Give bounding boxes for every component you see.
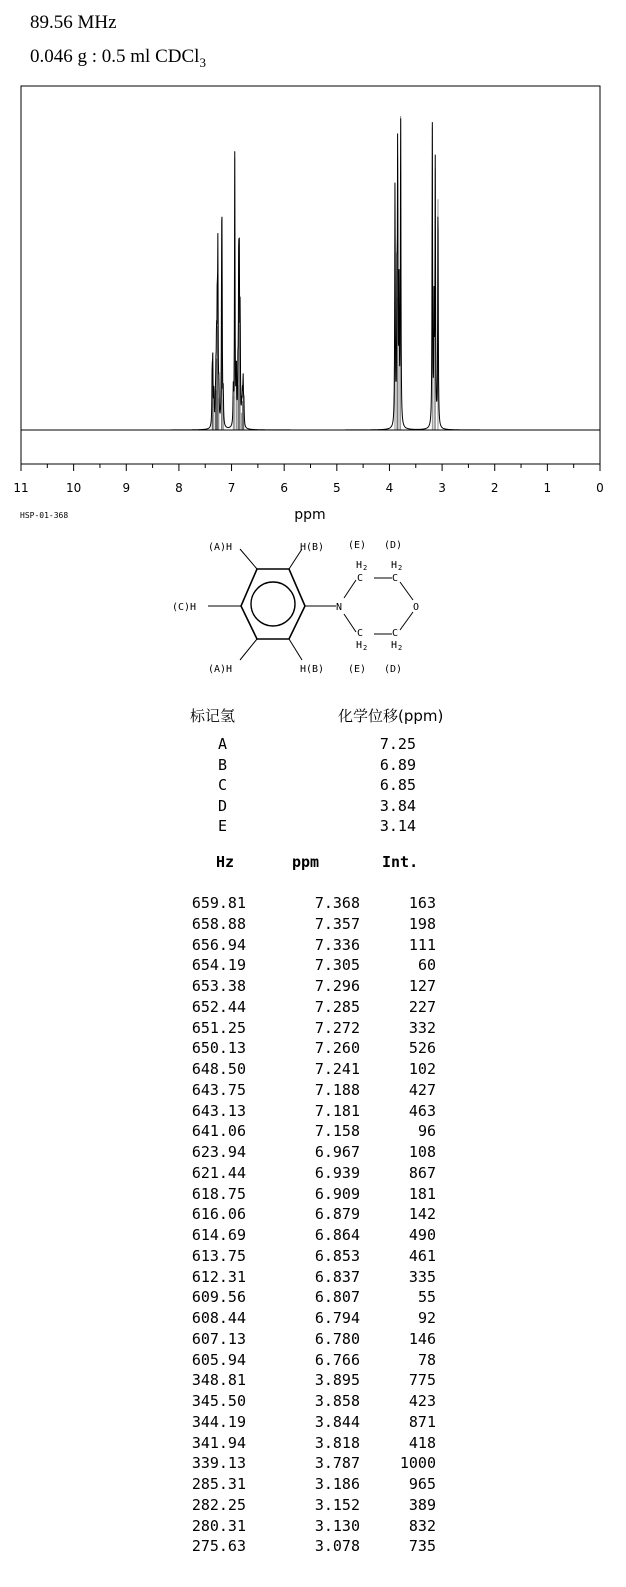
x-axis-label: ppm (294, 507, 326, 523)
peak-header-int: Int. (382, 853, 419, 871)
peak-row (0, 1537, 626, 1558)
label-b-bottom: H(B) (300, 664, 325, 675)
peak-int: 60 (417, 956, 436, 975)
peak-hz: 282.25 (191, 1495, 246, 1514)
peak-ppm: 3.130 (314, 1516, 360, 1535)
assignment-shift: 7.25 (379, 735, 416, 753)
label-d-bottom: (D) (384, 664, 403, 675)
peak-ppm: 7.188 (314, 1080, 360, 1099)
assignment-header-label: 标记氢 (190, 707, 236, 725)
peak-hz: 618.75 (191, 1184, 246, 1203)
ch2-d-bottom-c: C (392, 628, 399, 639)
peak-hz: 643.75 (191, 1080, 246, 1099)
peak-row (0, 1185, 626, 1206)
peak-row (0, 1351, 626, 1372)
label-e-bottom: (E) (348, 664, 367, 675)
peak-row (0, 1122, 626, 1143)
assignment-label: A (218, 735, 228, 753)
spectrometer-frequency: 89.56 MHz (30, 12, 117, 33)
peak-ppm: 7.296 (314, 977, 360, 995)
peak-int: 335 (408, 1267, 436, 1286)
peak-ppm: 6.794 (314, 1309, 360, 1327)
peak-row (0, 1143, 626, 1164)
peak-ppm: 6.807 (314, 1288, 360, 1307)
peak-ppm: 6.780 (314, 1329, 360, 1348)
x-axis (13, 464, 603, 495)
plot-frame (21, 86, 600, 464)
peak-hz: 616.06 (191, 1205, 246, 1224)
peak-marks (212, 116, 438, 430)
peak-row (0, 1247, 626, 1268)
peak-int: 423 (408, 1392, 436, 1410)
peak-ppm: 7.260 (314, 1039, 360, 1058)
peak-row (0, 1039, 626, 1060)
label-c: (C)H (172, 602, 197, 613)
peak-hz: 612.31 (191, 1267, 246, 1286)
assignment-shift: 3.14 (379, 817, 416, 835)
peak-hz: 658.88 (191, 914, 246, 933)
peak-hz: 341.94 (191, 1433, 246, 1452)
peak-row (0, 1019, 626, 1040)
label-b-top: H(B) (300, 542, 325, 553)
peak-int: 96 (417, 1122, 436, 1141)
sample-subscript: 3 (199, 54, 206, 70)
peak-row (0, 1454, 626, 1475)
peak-ppm: 3.186 (314, 1475, 360, 1493)
peak-row (0, 1205, 626, 1226)
peak-int: 163 (408, 894, 436, 912)
peak-int: 142 (408, 1205, 436, 1224)
peak-row (0, 1268, 626, 1289)
peak-row (0, 1081, 626, 1102)
nitrogen-atom: N (336, 602, 343, 613)
peak-int: 461 (408, 1246, 436, 1265)
assignment-label: C (218, 776, 228, 794)
sample-text: 0.046 g : 0.5 ml CDCl (30, 46, 200, 67)
peak-int: 735 (408, 1537, 436, 1556)
peak-ppm: 3.858 (314, 1392, 360, 1410)
peak-row (0, 1413, 626, 1434)
peak-row (0, 1475, 626, 1496)
peak-hz: 339.13 (191, 1454, 246, 1473)
peak-row (0, 977, 626, 998)
x-tick-label: 2 (490, 481, 499, 495)
x-tick-label: 5 (332, 481, 341, 495)
peak-hz: 623.94 (191, 1143, 246, 1161)
peak-hz: 614.69 (191, 1226, 246, 1244)
peak-ppm: 7.272 (314, 1018, 360, 1037)
peak-row (0, 894, 626, 915)
peak-hz: 653.38 (191, 977, 246, 995)
peak-row (0, 1434, 626, 1455)
peak-hz: 648.50 (191, 1060, 246, 1078)
ch2-e-top-sub: 2 (363, 564, 368, 572)
peak-hz: 285.31 (191, 1475, 246, 1493)
peak-ppm: 6.967 (314, 1143, 360, 1161)
x-tick-label: 1 (543, 481, 552, 495)
molecular-structure (160, 536, 450, 676)
ch2-e-bottom-c: C (357, 628, 364, 639)
peak-int: 871 (408, 1412, 436, 1431)
peak-ppm: 6.853 (314, 1246, 360, 1265)
x-tick-label: 9 (122, 481, 131, 495)
ch2-d-top-h: H (391, 560, 398, 571)
x-tick-label: 0 (596, 481, 604, 495)
peak-hz: 613.75 (191, 1246, 246, 1265)
peak-ppm: 3.895 (314, 1371, 360, 1390)
peak-int: 111 (408, 935, 436, 954)
peak-hz: 650.13 (191, 1039, 246, 1058)
assignment-shift: 6.85 (379, 776, 416, 794)
peak-header-ppm: ppm (292, 853, 320, 871)
peak-ppm: 6.909 (314, 1184, 360, 1203)
peak-ppm: 6.864 (314, 1226, 360, 1244)
peak-hz: 651.25 (191, 1018, 246, 1037)
peak-ppm: 7.181 (314, 1101, 360, 1120)
peak-int: 427 (408, 1080, 436, 1099)
x-tick-label: 3 (438, 481, 446, 495)
peak-int: 463 (408, 1101, 436, 1120)
peak-ppm: 7.158 (314, 1122, 360, 1141)
x-tick-label: 11 (13, 481, 29, 495)
peak-hz: 607.13 (191, 1329, 246, 1348)
assignment-shift: 6.89 (379, 755, 416, 774)
peak-ppm: 3.152 (314, 1495, 360, 1514)
peak-row (0, 1288, 626, 1309)
peak-hz: 348.81 (191, 1371, 246, 1390)
peak-ppm: 3.844 (314, 1412, 360, 1431)
peak-int: 418 (408, 1433, 436, 1452)
assignment-row (0, 797, 626, 818)
x-tick-label: 8 (175, 481, 183, 495)
peak-ppm: 3.787 (314, 1454, 360, 1473)
bonds (208, 549, 413, 660)
peak-ppm: 3.818 (314, 1433, 360, 1452)
peak-int: 146 (408, 1329, 436, 1348)
peak-hz: 275.63 (191, 1537, 246, 1556)
oxygen-atom: O (413, 602, 420, 613)
assignment-label: E (218, 817, 228, 835)
spectrum-trace (21, 118, 600, 430)
peak-int: 102 (408, 1060, 436, 1078)
peak-int: 867 (408, 1163, 436, 1182)
peak-ppm: 6.766 (314, 1350, 360, 1369)
peak-hz: 609.56 (191, 1288, 246, 1307)
peak-int: 127 (408, 977, 436, 995)
peak-ppm: 7.305 (314, 956, 360, 975)
peak-ppm: 7.285 (314, 997, 360, 1016)
peak-row (0, 936, 626, 957)
peak-row (0, 1309, 626, 1330)
peak-hz: 280.31 (191, 1516, 246, 1535)
label-a-bottom: (A)H (208, 664, 233, 675)
assignment-row (0, 756, 626, 777)
peak-int: 965 (408, 1475, 436, 1493)
peak-row (0, 1164, 626, 1185)
nmr-spectrum-chart (0, 0, 626, 530)
assignment-row (0, 817, 626, 838)
ch2-e-top-h: H (356, 560, 363, 571)
ch2-e-top-c: C (357, 573, 364, 584)
peak-int: 490 (408, 1226, 436, 1244)
peak-row (0, 1496, 626, 1517)
peak-int: 108 (408, 1143, 436, 1161)
label-a-top: (A)H (208, 542, 233, 553)
peak-header-hz: Hz (216, 853, 235, 871)
peak-ppm: 3.078 (314, 1537, 360, 1556)
peak-ppm: 7.336 (314, 935, 360, 954)
peak-row (0, 1102, 626, 1123)
spectrum-code: HSP-01-368 (20, 511, 69, 520)
peak-hz: 654.19 (191, 956, 246, 975)
benzene-ring (241, 569, 305, 639)
peak-int: 78 (417, 1350, 436, 1369)
peak-row (0, 1517, 626, 1538)
x-tick-label: 7 (227, 481, 236, 495)
peak-hz: 656.94 (191, 935, 246, 954)
peak-row (0, 1060, 626, 1081)
ch2-d-bottom-h: H (391, 640, 398, 651)
assignment-label: D (218, 796, 228, 815)
peak-row (0, 1330, 626, 1351)
peak-hz: 345.50 (191, 1392, 246, 1410)
x-tick-label: 10 (65, 481, 82, 495)
peak-row (0, 915, 626, 936)
peak-row (0, 1226, 626, 1247)
peak-ppm: 7.241 (314, 1060, 360, 1078)
ch2-d-bottom-sub: 2 (398, 644, 403, 652)
ch2-d-top-c: C (392, 573, 399, 584)
peak-int: 389 (408, 1495, 436, 1514)
peak-int: 55 (417, 1288, 436, 1307)
ch2-e-bottom-h: H (356, 640, 363, 651)
label-e-top: (E) (348, 540, 367, 551)
label-d-top: (D) (384, 540, 403, 551)
assignment-row (0, 735, 626, 756)
peak-hz: 344.19 (191, 1412, 246, 1431)
peak-hz: 659.81 (191, 894, 246, 912)
peak-int: 526 (408, 1039, 436, 1058)
peak-ppm: 6.939 (314, 1163, 360, 1182)
peak-hz: 605.94 (191, 1350, 246, 1369)
peak-row (0, 956, 626, 977)
ch2-d-top-sub: 2 (398, 564, 403, 572)
peak-row (0, 998, 626, 1019)
x-tick-label: 6 (280, 481, 289, 495)
peak-hz: 652.44 (191, 997, 246, 1016)
peak-ppm: 6.879 (314, 1205, 360, 1224)
peak-hz: 621.44 (191, 1163, 246, 1182)
peak-row (0, 1371, 626, 1392)
assignment-header-shift: 化学位移(ppm) (338, 707, 444, 725)
peak-ppm: 7.368 (314, 894, 360, 912)
peak-int: 832 (408, 1516, 436, 1535)
assignment-shift: 3.84 (379, 796, 416, 815)
peak-hz: 643.13 (191, 1101, 246, 1120)
peak-ppm: 7.357 (314, 914, 360, 933)
ch2-e-bottom-sub: 2 (363, 644, 368, 652)
peak-int: 181 (408, 1184, 436, 1203)
peak-int: 227 (408, 997, 436, 1016)
peak-int: 92 (417, 1309, 436, 1327)
peak-row (0, 1392, 626, 1413)
peak-int: 1000 (399, 1454, 436, 1473)
peak-ppm: 6.837 (314, 1267, 360, 1286)
peak-int: 775 (408, 1371, 436, 1390)
assignment-label: B (218, 755, 228, 774)
assignment-row (0, 776, 626, 797)
peak-int: 332 (408, 1018, 436, 1037)
x-tick-label: 4 (385, 481, 394, 495)
peak-hz: 641.06 (191, 1122, 246, 1141)
peak-int: 198 (408, 914, 436, 933)
peak-hz: 608.44 (191, 1309, 246, 1327)
